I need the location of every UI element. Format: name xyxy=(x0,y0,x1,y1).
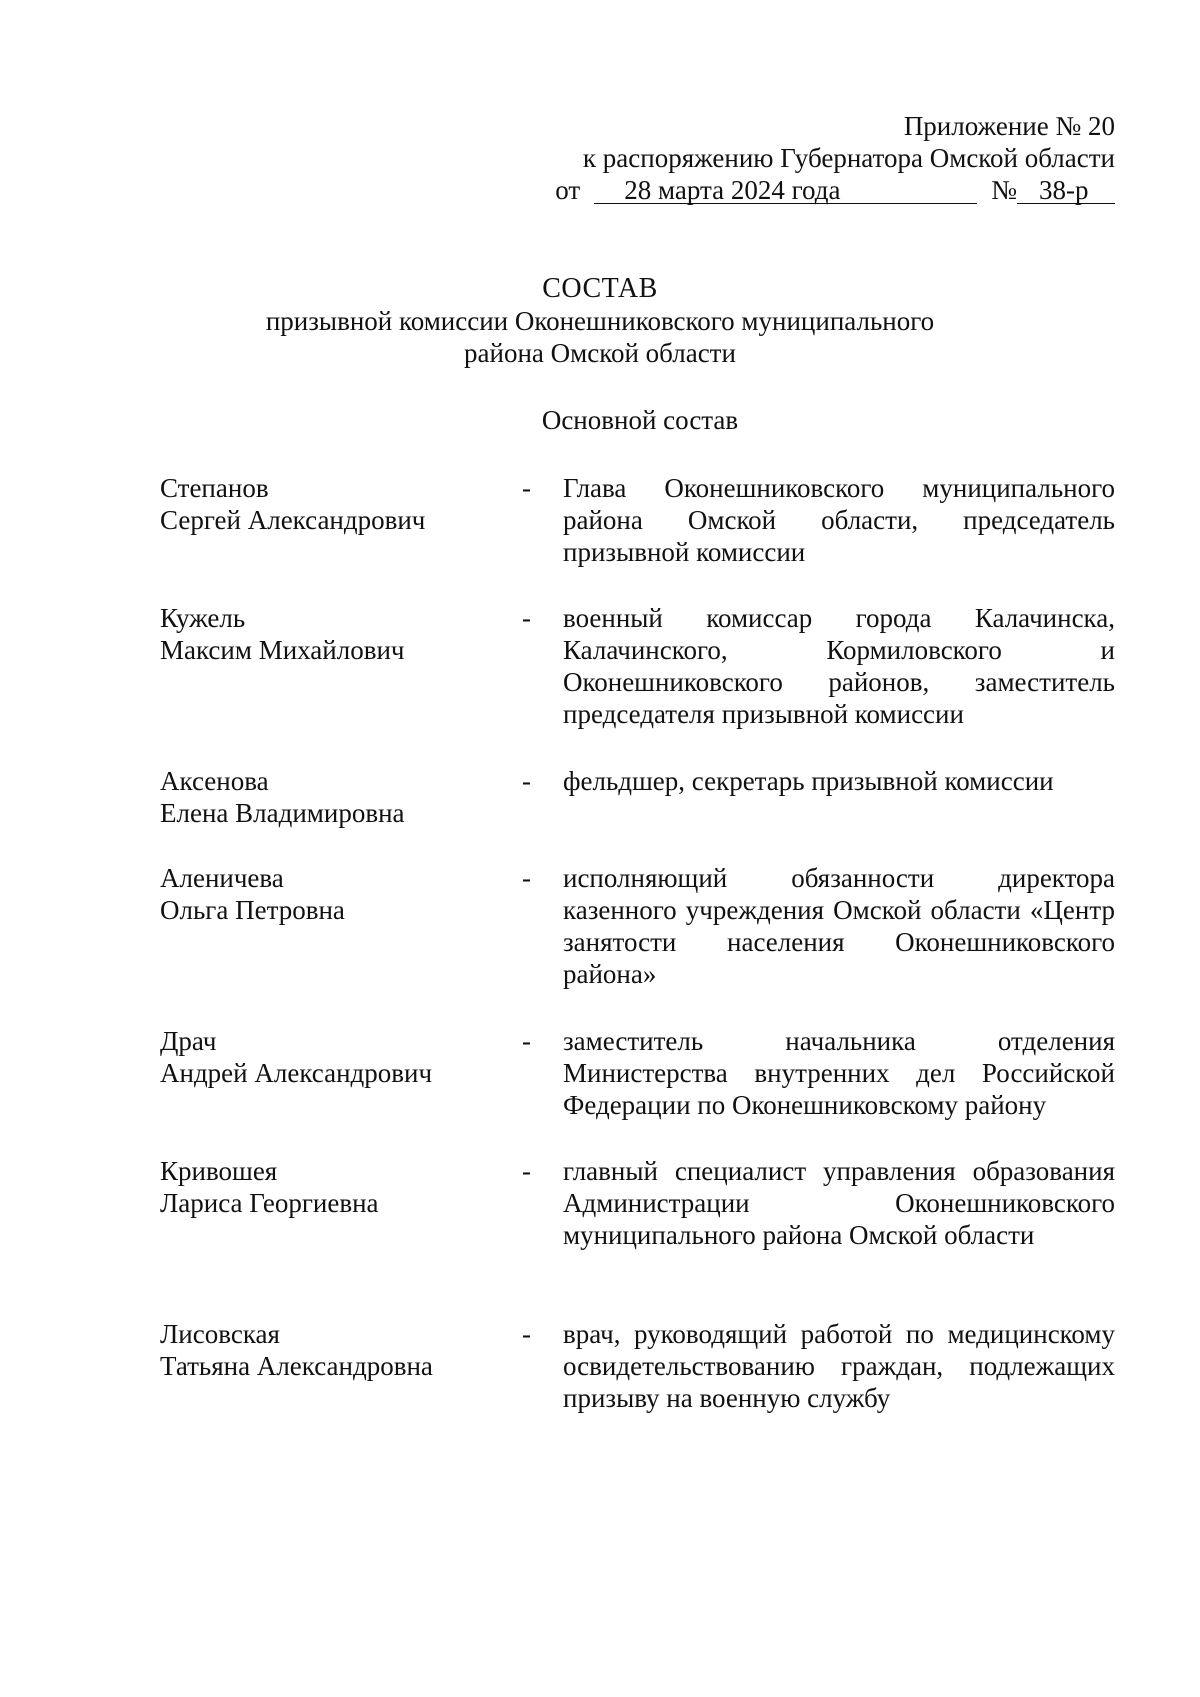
member-surname: Кужель xyxy=(160,603,246,633)
member-name xyxy=(160,472,500,536)
member-role: главный специалист управления образования Администрации Оконешниковского муниципального района Омской области xyxy=(563,1156,1115,1250)
member-role: заместитель начальника отделения Министерства внутренних дел Российской Федерации по Оконешниковскому району xyxy=(563,1026,1115,1120)
member-name xyxy=(160,765,500,829)
order-number: 38-р xyxy=(1017,177,1115,204)
order-date-line xyxy=(540,174,1115,206)
title-line-2: района Омской области xyxy=(464,338,736,368)
dash-separator: - xyxy=(522,766,531,796)
member-name xyxy=(160,1318,500,1382)
dash-separator: - xyxy=(522,473,531,503)
member-surname: Драч xyxy=(160,1026,217,1056)
member-given-name: Лариса Георгиевна xyxy=(160,1188,379,1218)
dash-separator: - xyxy=(522,863,531,893)
appendix-header xyxy=(540,110,1115,206)
order-reference: к распоряжению Губернатора Омской области xyxy=(582,143,1115,173)
member-given-name: Максим Михайлович xyxy=(160,635,405,665)
member-given-name: Татьяна Александровна xyxy=(160,1351,433,1381)
title-main: СОСТАВ xyxy=(542,273,658,304)
member-surname: Кривошея xyxy=(160,1156,278,1186)
number-label: № xyxy=(991,175,1017,205)
member-given-name: Сергей Александрович xyxy=(160,505,426,535)
member-surname: Лисовская xyxy=(160,1319,280,1349)
title-line-1: призывной комиссии Оконешниковского муниципального xyxy=(265,306,935,336)
member-role: военный комиссар города Калачинска, Калачинского, Кормиловского и Оконешниковского районов, заместитель председателя призывной комиссии xyxy=(563,603,1115,729)
member-surname: Аксенова xyxy=(160,766,269,796)
member-surname: Аленичева xyxy=(160,863,284,893)
member-surname: Степанов xyxy=(160,473,269,503)
member-role: фельдшер, секретарь призывной комиссии xyxy=(563,766,1054,796)
dash-separator: - xyxy=(522,1026,531,1056)
member-name xyxy=(160,1025,500,1089)
order-date: 28 марта 2024 года xyxy=(594,177,977,204)
member-given-name: Елена Владимировна xyxy=(160,798,405,828)
member-given-name: Ольга Петровна xyxy=(160,895,345,925)
member-role: врач, руководящий работой по медицинскому освидетельствованию граждан, подлежащих призыву на военную службу xyxy=(563,1319,1115,1413)
dash-separator: - xyxy=(522,603,531,633)
member-name xyxy=(160,1155,500,1219)
member-given-name: Андрей Александрович xyxy=(160,1058,433,1088)
section-heading: Основной состав xyxy=(541,405,739,435)
document-title xyxy=(0,273,1200,369)
member-role: исполняющий обязанности директора казенного учреждения Омской области «Центр занятости населения Оконешниковского района» xyxy=(563,863,1115,989)
member-name xyxy=(160,862,500,926)
from-label: от xyxy=(555,175,581,205)
member-name xyxy=(160,602,500,666)
member-role: Глава Оконешниковского муниципального района Омской области, председатель призывной комиссии xyxy=(563,473,1115,567)
appendix-number: Приложение № 20 xyxy=(903,111,1115,141)
dash-separator: - xyxy=(522,1319,531,1349)
dash-separator: - xyxy=(522,1156,531,1186)
